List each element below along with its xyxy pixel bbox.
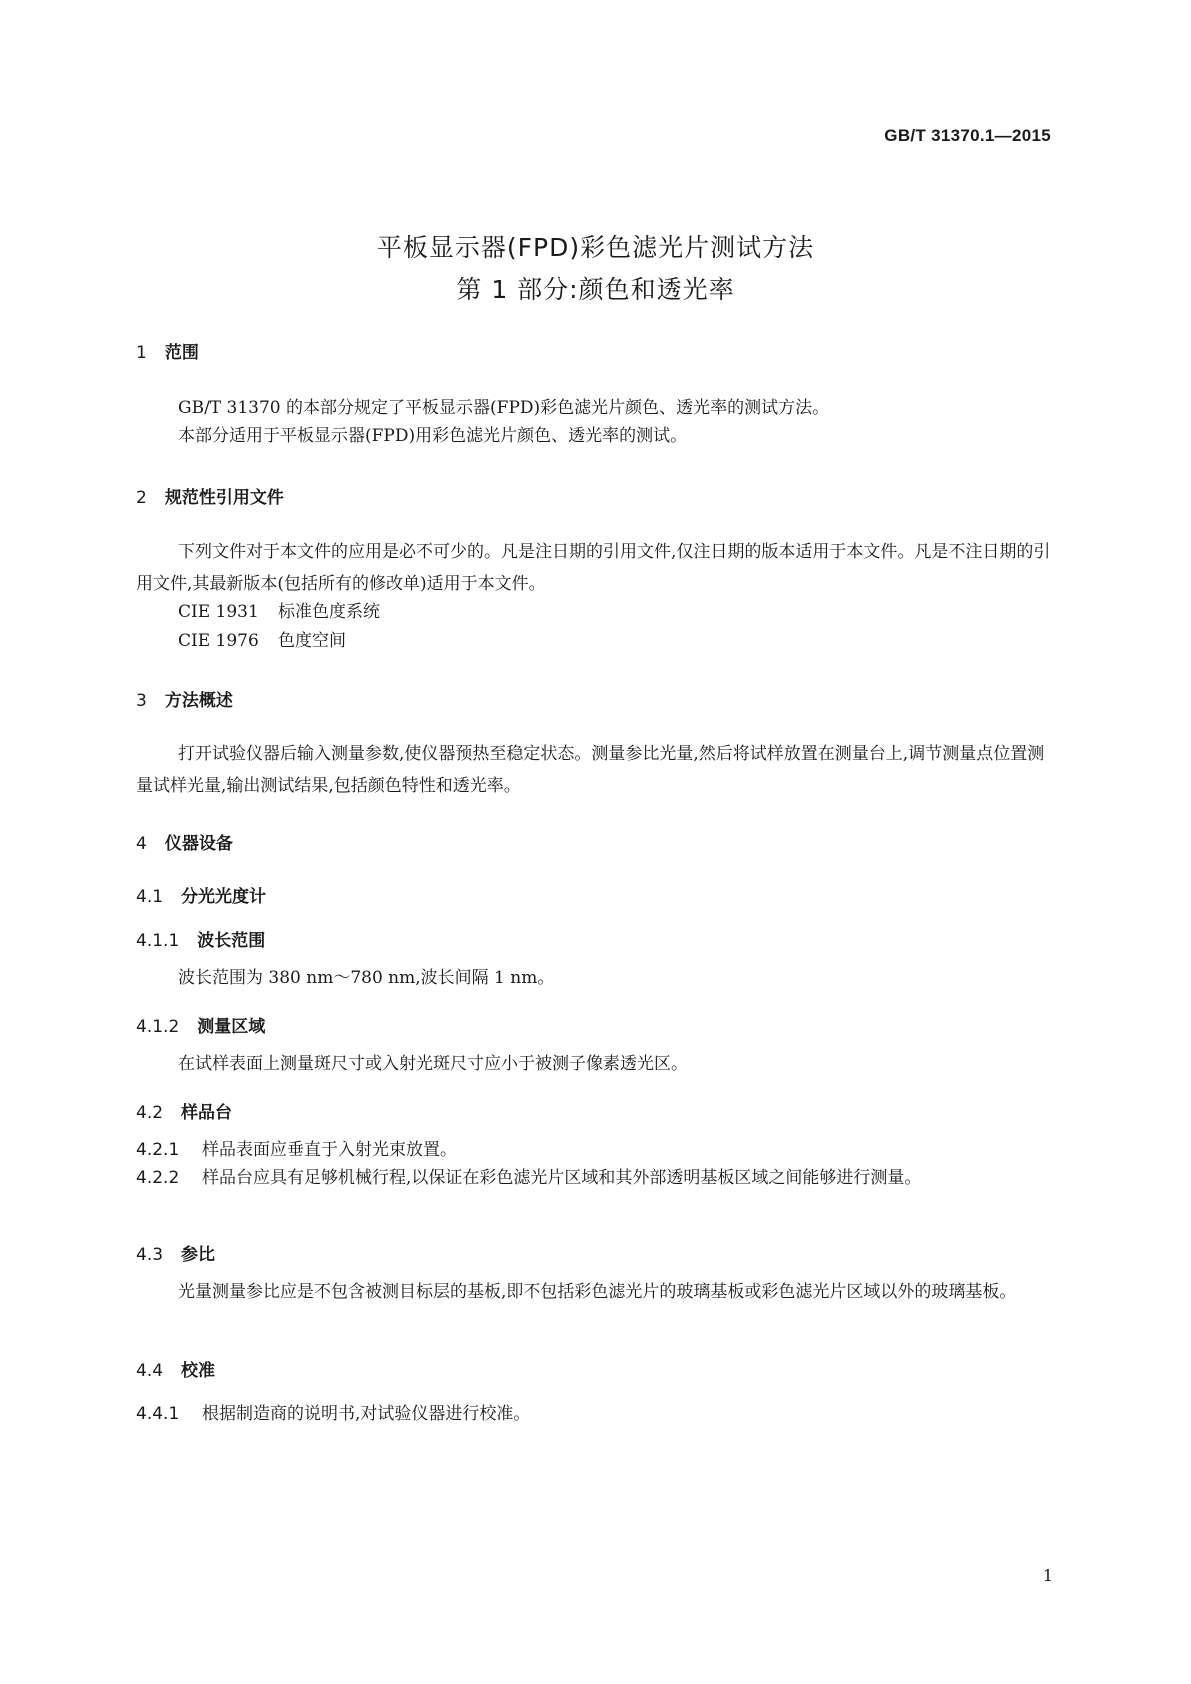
clause-4-2-2 bbox=[136, 1162, 1056, 1194]
normative-reference bbox=[178, 597, 380, 622]
clause-text: 根据制造商的说明书,对试验仪器进行校准。 bbox=[202, 1404, 531, 1424]
section-title: 范围 bbox=[164, 343, 199, 363]
section-title: 校准 bbox=[181, 1361, 216, 1381]
section-number: 4 bbox=[136, 834, 147, 854]
section-4-1-2-heading bbox=[136, 1012, 265, 1037]
section-title: 样品台 bbox=[181, 1103, 233, 1123]
clause-number: 4.4.1 bbox=[136, 1404, 180, 1424]
section-4-1-1-text: 波长范围为 380 nm～780 nm,波长间隔 1 nm。 bbox=[178, 968, 555, 988]
section-number: 4.1.2 bbox=[136, 1017, 180, 1037]
section-4-4-heading bbox=[136, 1356, 215, 1381]
section-4-2-heading bbox=[136, 1098, 232, 1123]
section-number: 4.3 bbox=[136, 1245, 164, 1265]
section-title: 规范性引用文件 bbox=[164, 488, 284, 508]
reference-code: CIE 1931 bbox=[178, 602, 259, 622]
section-4-1-heading bbox=[136, 882, 266, 907]
section-number: 4.1 bbox=[136, 887, 164, 907]
clause-text: 样品台应具有足够机械行程,以保证在彩色滤光片区域和其外部透明基板区域之间能够进行测量。 bbox=[202, 1168, 922, 1188]
section-1-paragraph-1: GB/T 31370 的本部分规定了平板显示器(FPD)彩色滤光片颜色、透光率的测试方法。 bbox=[178, 398, 830, 418]
normative-reference bbox=[178, 626, 346, 651]
page-number: 1 bbox=[1042, 1566, 1053, 1585]
standard-code: GB/T 31370.1—2015 bbox=[884, 126, 1051, 145]
section-number: 4.1.1 bbox=[136, 931, 180, 951]
section-4-1-1-heading bbox=[136, 926, 265, 951]
section-4-3-heading bbox=[136, 1240, 215, 1265]
section-title: 波长范围 bbox=[197, 931, 266, 951]
section-number: 3 bbox=[136, 691, 147, 711]
section-number: 4.2 bbox=[136, 1103, 164, 1123]
reference-name: 标准色度系统 bbox=[278, 602, 380, 622]
section-title: 方法概述 bbox=[164, 691, 233, 711]
section-3-paragraph-1: 打开试验仪器后输入测量参数,使仪器预热至稳定状态。测量参比光量,然后将试样放置在测量台上,调节测量点位置测量试样光量,输出测试结果,包括颜色特性和透光率。 bbox=[136, 744, 1045, 796]
document-title-line-1: 平板显示器(FPD)彩色滤光片测试方法 bbox=[376, 233, 815, 262]
section-number: 4.4 bbox=[136, 1361, 164, 1381]
section-4-1-2-text: 在试样表面上测量斑尺寸或入射光斑尺寸应小于被测子像素透光区。 bbox=[178, 1054, 688, 1074]
clause-number: 4.2.2 bbox=[136, 1168, 180, 1188]
section-title: 分光光度计 bbox=[181, 887, 267, 907]
section-2-heading bbox=[136, 483, 284, 508]
section-2-paragraph-1: 下列文件对于本文件的应用是必不可少的。凡是注日期的引用文件,仅注日期的版本适用于本文件。凡是不注日期的引用文件,其最新版本(包括所有的修改单)适用于本文件。 bbox=[136, 542, 1051, 594]
section-title: 仪器设备 bbox=[164, 834, 233, 854]
reference-code: CIE 1976 bbox=[178, 631, 259, 651]
clause-number: 4.2.1 bbox=[136, 1140, 180, 1160]
clause-text: 样品表面应垂直于入射光束放置。 bbox=[202, 1140, 457, 1160]
section-1-paragraph-2: 本部分适用于平板显示器(FPD)用彩色滤光片颜色、透光率的测试。 bbox=[178, 426, 688, 446]
section-1-heading bbox=[136, 338, 199, 363]
section-title: 参比 bbox=[181, 1245, 216, 1265]
reference-name: 色度空间 bbox=[278, 631, 346, 651]
section-number: 2 bbox=[136, 488, 147, 508]
clause-4-4-1 bbox=[136, 1398, 1056, 1430]
section-title: 测量区域 bbox=[197, 1017, 266, 1037]
section-number: 1 bbox=[136, 343, 147, 363]
section-4-heading bbox=[136, 829, 233, 854]
document-title-line-2: 第 1 部分:颜色和透光率 bbox=[456, 275, 735, 304]
section-4-3-text: 光量测量参比应是不包含被测目标层的基板,即不包括彩色滤光片的玻璃基板或彩色滤光片区域以外的玻璃基板。 bbox=[178, 1282, 1017, 1302]
section-3-heading bbox=[136, 686, 233, 711]
